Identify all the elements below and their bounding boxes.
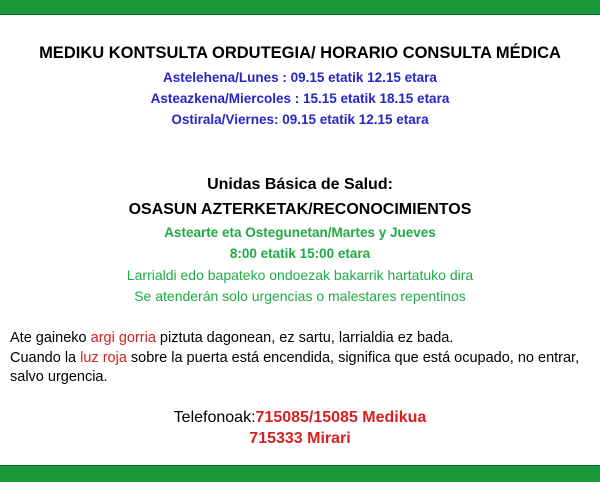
phone-doctor: 715085/15085 Medikua <box>255 409 427 426</box>
red-light-spanish <box>10 349 590 387</box>
text: piztuta dagonean, ez sartu, larrialdia ez bada. <box>155 330 454 346</box>
unit-heading: Unidas Básica de Salud: <box>207 176 393 193</box>
exams-heading: OSASUN AZTERKETAK/RECONOCIMIENTOS <box>128 201 472 218</box>
text: Ate gaineko <box>10 330 91 346</box>
exam-hours: 8:00 etatik 15:00 etara <box>229 246 371 261</box>
urgent-basque: Larrialdi edo bapateko ondoezak bakarrik hartatuko dira <box>126 267 474 283</box>
phone-line <box>0 409 600 427</box>
top-green-bar <box>0 0 600 14</box>
text: sobre la puerta está encendida, significa que está ocupado, no entrar, salvo urgencia. <box>10 350 580 385</box>
urgent-spanish: Se atenderán solo urgencias o malestares repentinos <box>134 288 466 304</box>
hours-wednesday: Asteazkena/Miercoles : 15.15 etatik 18.15 etara <box>150 91 450 106</box>
text: Cuando la <box>10 350 81 366</box>
red-light-highlight: argi gorria <box>90 330 156 346</box>
red-light-basque <box>10 329 590 348</box>
notice-title: MEDIKU KONTSULTA ORDUTEGIA/ HORARIO CONSULTA MÉDICA <box>39 44 561 62</box>
red-light-highlight: luz roja <box>80 350 127 366</box>
bottom-green-bar <box>0 466 600 482</box>
hours-friday: Ostirala/Viernes: 09.15 etatik 12.15 etara <box>171 112 429 127</box>
phone-mirari: 715333 Mirari <box>249 430 351 447</box>
phone-label: Telefonoak: <box>173 409 256 426</box>
top-bar-edge <box>0 14 600 15</box>
exam-days: Astearte eta Ostegunetan/Martes y Jueves <box>164 225 436 240</box>
hours-monday: Astelehena/Lunes : 09.15 etatik 12.15 etara <box>163 70 437 85</box>
